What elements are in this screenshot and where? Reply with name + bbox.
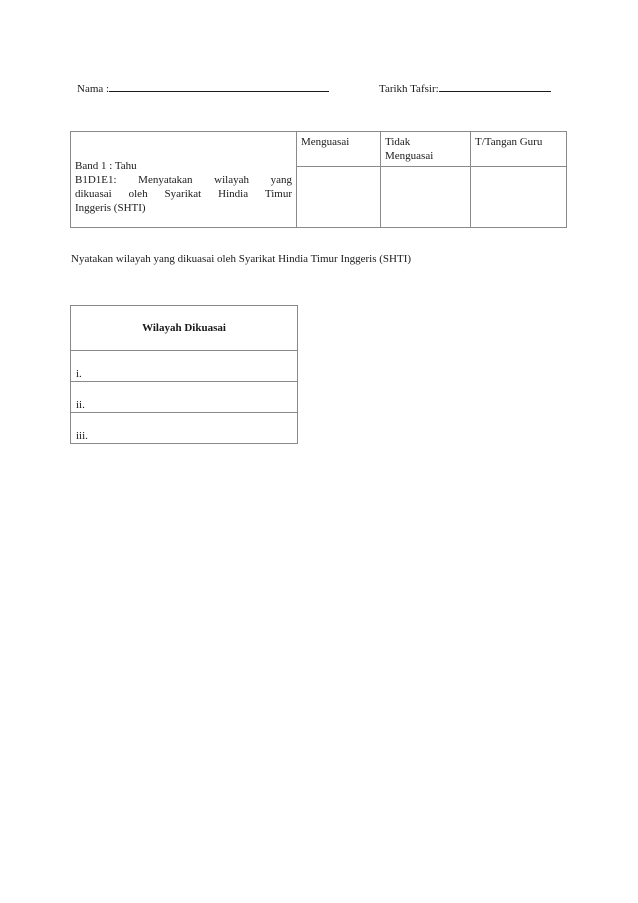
- date-blank-line[interactable]: [439, 81, 551, 92]
- assessment-table: [70, 131, 567, 228]
- name-blank-line[interactable]: [109, 81, 329, 92]
- answer-row-1[interactable]: [71, 351, 298, 382]
- header-mastered: [297, 132, 381, 167]
- name-field[interactable]: [77, 81, 329, 95]
- date-label: Tarikh Tafsir:: [379, 83, 439, 95]
- descriptor-line-2: dikuasai oleh Syarikat Hindia Timur: [75, 188, 292, 200]
- header-line: [0, 81, 638, 95]
- answer-row-label: iii.: [76, 430, 88, 442]
- instruction-text: Nyatakan wilayah yang dikuasai oleh Syarikat Hindia Timur Inggeris (SHTI): [71, 253, 412, 265]
- name-label: Nama :: [77, 83, 110, 95]
- header-not-mastered-line1: Tidak: [385, 136, 411, 148]
- header-teacher-sign-label: T/Tangan Guru: [475, 136, 543, 148]
- date-field[interactable]: [379, 81, 551, 95]
- descriptor-line-1: B1D1E1: Menyatakan wilayah yang: [75, 174, 292, 186]
- header-not-mastered-line2: Menguasai: [385, 150, 434, 162]
- answer-row-label: i.: [76, 368, 82, 380]
- header-not-mastered: [381, 132, 471, 167]
- band-title: Band 1 : Tahu: [75, 160, 137, 172]
- not-mastered-mark-cell[interactable]: [381, 167, 471, 228]
- answer-row-label: ii.: [76, 399, 85, 411]
- mastered-mark-cell[interactable]: [297, 167, 381, 228]
- answer-row-3[interactable]: [71, 413, 298, 444]
- band-descriptor-cell: [71, 132, 297, 228]
- header-mastered-label: Menguasai: [301, 136, 350, 148]
- answer-row-2[interactable]: [71, 382, 298, 413]
- descriptor-line-3: Inggeris (SHTI): [75, 202, 146, 214]
- header-teacher-sign: [471, 132, 567, 167]
- answer-table: [70, 305, 298, 444]
- answer-table-heading: Wilayah Dikuasai: [71, 306, 298, 351]
- teacher-sign-cell[interactable]: [471, 167, 567, 228]
